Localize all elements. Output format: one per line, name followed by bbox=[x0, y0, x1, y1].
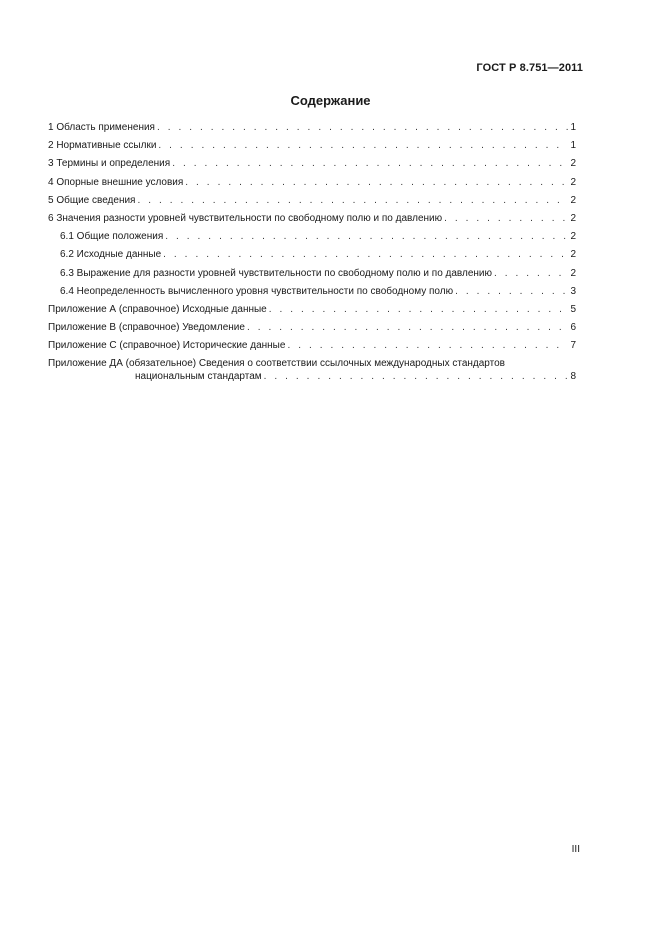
toc-item-5[interactable] bbox=[48, 194, 576, 207]
toc-item-label: Приложение С (справочное) Исторические данные bbox=[48, 340, 286, 352]
toc-item-label: Приложение А (справочное) Исходные данные bbox=[48, 303, 267, 315]
toc-item-page: 6 bbox=[570, 322, 576, 334]
toc-item-page: 5 bbox=[570, 303, 576, 315]
toc-item-page: 2 bbox=[570, 212, 576, 224]
toc-item-label: 6.4 Неопределенность вычисленного уровня чувствительности по свободному полю bbox=[60, 285, 454, 297]
toc-item-1[interactable] bbox=[48, 121, 576, 134]
toc-item-label: 6.3 Выражение для разности уровней чувствительности по свободному полю и по давлению bbox=[60, 267, 493, 279]
toc-title: Содержание bbox=[290, 93, 371, 108]
toc-item-page: 2 bbox=[570, 267, 576, 279]
page-number: III bbox=[571, 844, 580, 855]
toc-item-label: 3 Термины и определения bbox=[48, 158, 171, 170]
toc-item-appendix-c[interactable] bbox=[48, 339, 576, 352]
toc-item-label: 1 Область применения bbox=[48, 122, 155, 133]
toc-item-label: 5 Общие сведения bbox=[48, 194, 136, 206]
toc-item-appendix-da[interactable] bbox=[48, 357, 576, 383]
toc-item-label: 6 Значения разности уровней чувствительности по свободному полю и по давлению bbox=[48, 212, 443, 224]
toc-item-6-1[interactable] bbox=[48, 230, 576, 243]
toc-leader-dots bbox=[264, 370, 568, 383]
toc-item-4[interactable] bbox=[48, 176, 576, 189]
toc-leader-dots bbox=[172, 157, 568, 170]
toc-item-page: 1 bbox=[570, 140, 576, 152]
toc-item-page: 2 bbox=[570, 176, 576, 188]
toc-item-label: 2 Нормативные ссылки bbox=[48, 140, 157, 152]
toc-leader-dots bbox=[455, 285, 568, 298]
toc-leader-dots bbox=[444, 212, 568, 225]
toc-leader-dots bbox=[247, 321, 568, 334]
toc-item-appendix-a[interactable] bbox=[48, 303, 576, 316]
toc-leader-dots bbox=[157, 121, 568, 134]
document-code: ГОСТ Р 8.751—2011 bbox=[476, 62, 583, 74]
toc-item-6-3[interactable] bbox=[48, 267, 576, 280]
toc-item-label-line2: национальным стандартам bbox=[135, 371, 262, 383]
toc-item-2[interactable] bbox=[48, 139, 576, 152]
toc-leader-dots bbox=[269, 303, 568, 316]
toc-item-appendix-b[interactable] bbox=[48, 321, 576, 334]
toc-item-page: 2 bbox=[570, 231, 576, 243]
toc-leader-dots bbox=[494, 267, 568, 280]
toc-leader-dots bbox=[185, 176, 568, 189]
toc-item-page: 8 bbox=[570, 371, 576, 383]
table-of-contents bbox=[48, 121, 576, 389]
toc-item-page: 3 bbox=[570, 285, 576, 297]
toc-item-label-line1: Приложение ДА (обязательное) Сведения о соответствии ссылочных международных стандартов bbox=[48, 358, 505, 370]
toc-item-6-4[interactable] bbox=[48, 285, 576, 298]
toc-leader-dots bbox=[158, 139, 568, 152]
toc-item-page: 1 bbox=[570, 122, 576, 133]
toc-leader-dots bbox=[287, 339, 568, 352]
toc-item-page: 2 bbox=[570, 158, 576, 170]
toc-item-label: Приложение В (справочное) Уведомление bbox=[48, 322, 245, 334]
toc-item-6-2[interactable] bbox=[48, 248, 576, 261]
toc-item-label: 6.2 Исходные данные bbox=[60, 249, 162, 261]
toc-item-label: 6.1 Общие положения bbox=[60, 231, 164, 243]
toc-item-3[interactable] bbox=[48, 157, 576, 170]
toc-item-page: 7 bbox=[570, 340, 576, 352]
toc-leader-dots bbox=[163, 248, 568, 261]
toc-item-page: 2 bbox=[570, 249, 576, 261]
toc-item-6[interactable] bbox=[48, 212, 576, 225]
toc-item-page: 2 bbox=[570, 194, 576, 206]
toc-leader-dots bbox=[165, 230, 568, 243]
toc-item-label: 4 Опорные внешние условия bbox=[48, 176, 184, 188]
toc-item-continuation bbox=[48, 370, 576, 383]
toc-leader-dots bbox=[137, 194, 568, 207]
